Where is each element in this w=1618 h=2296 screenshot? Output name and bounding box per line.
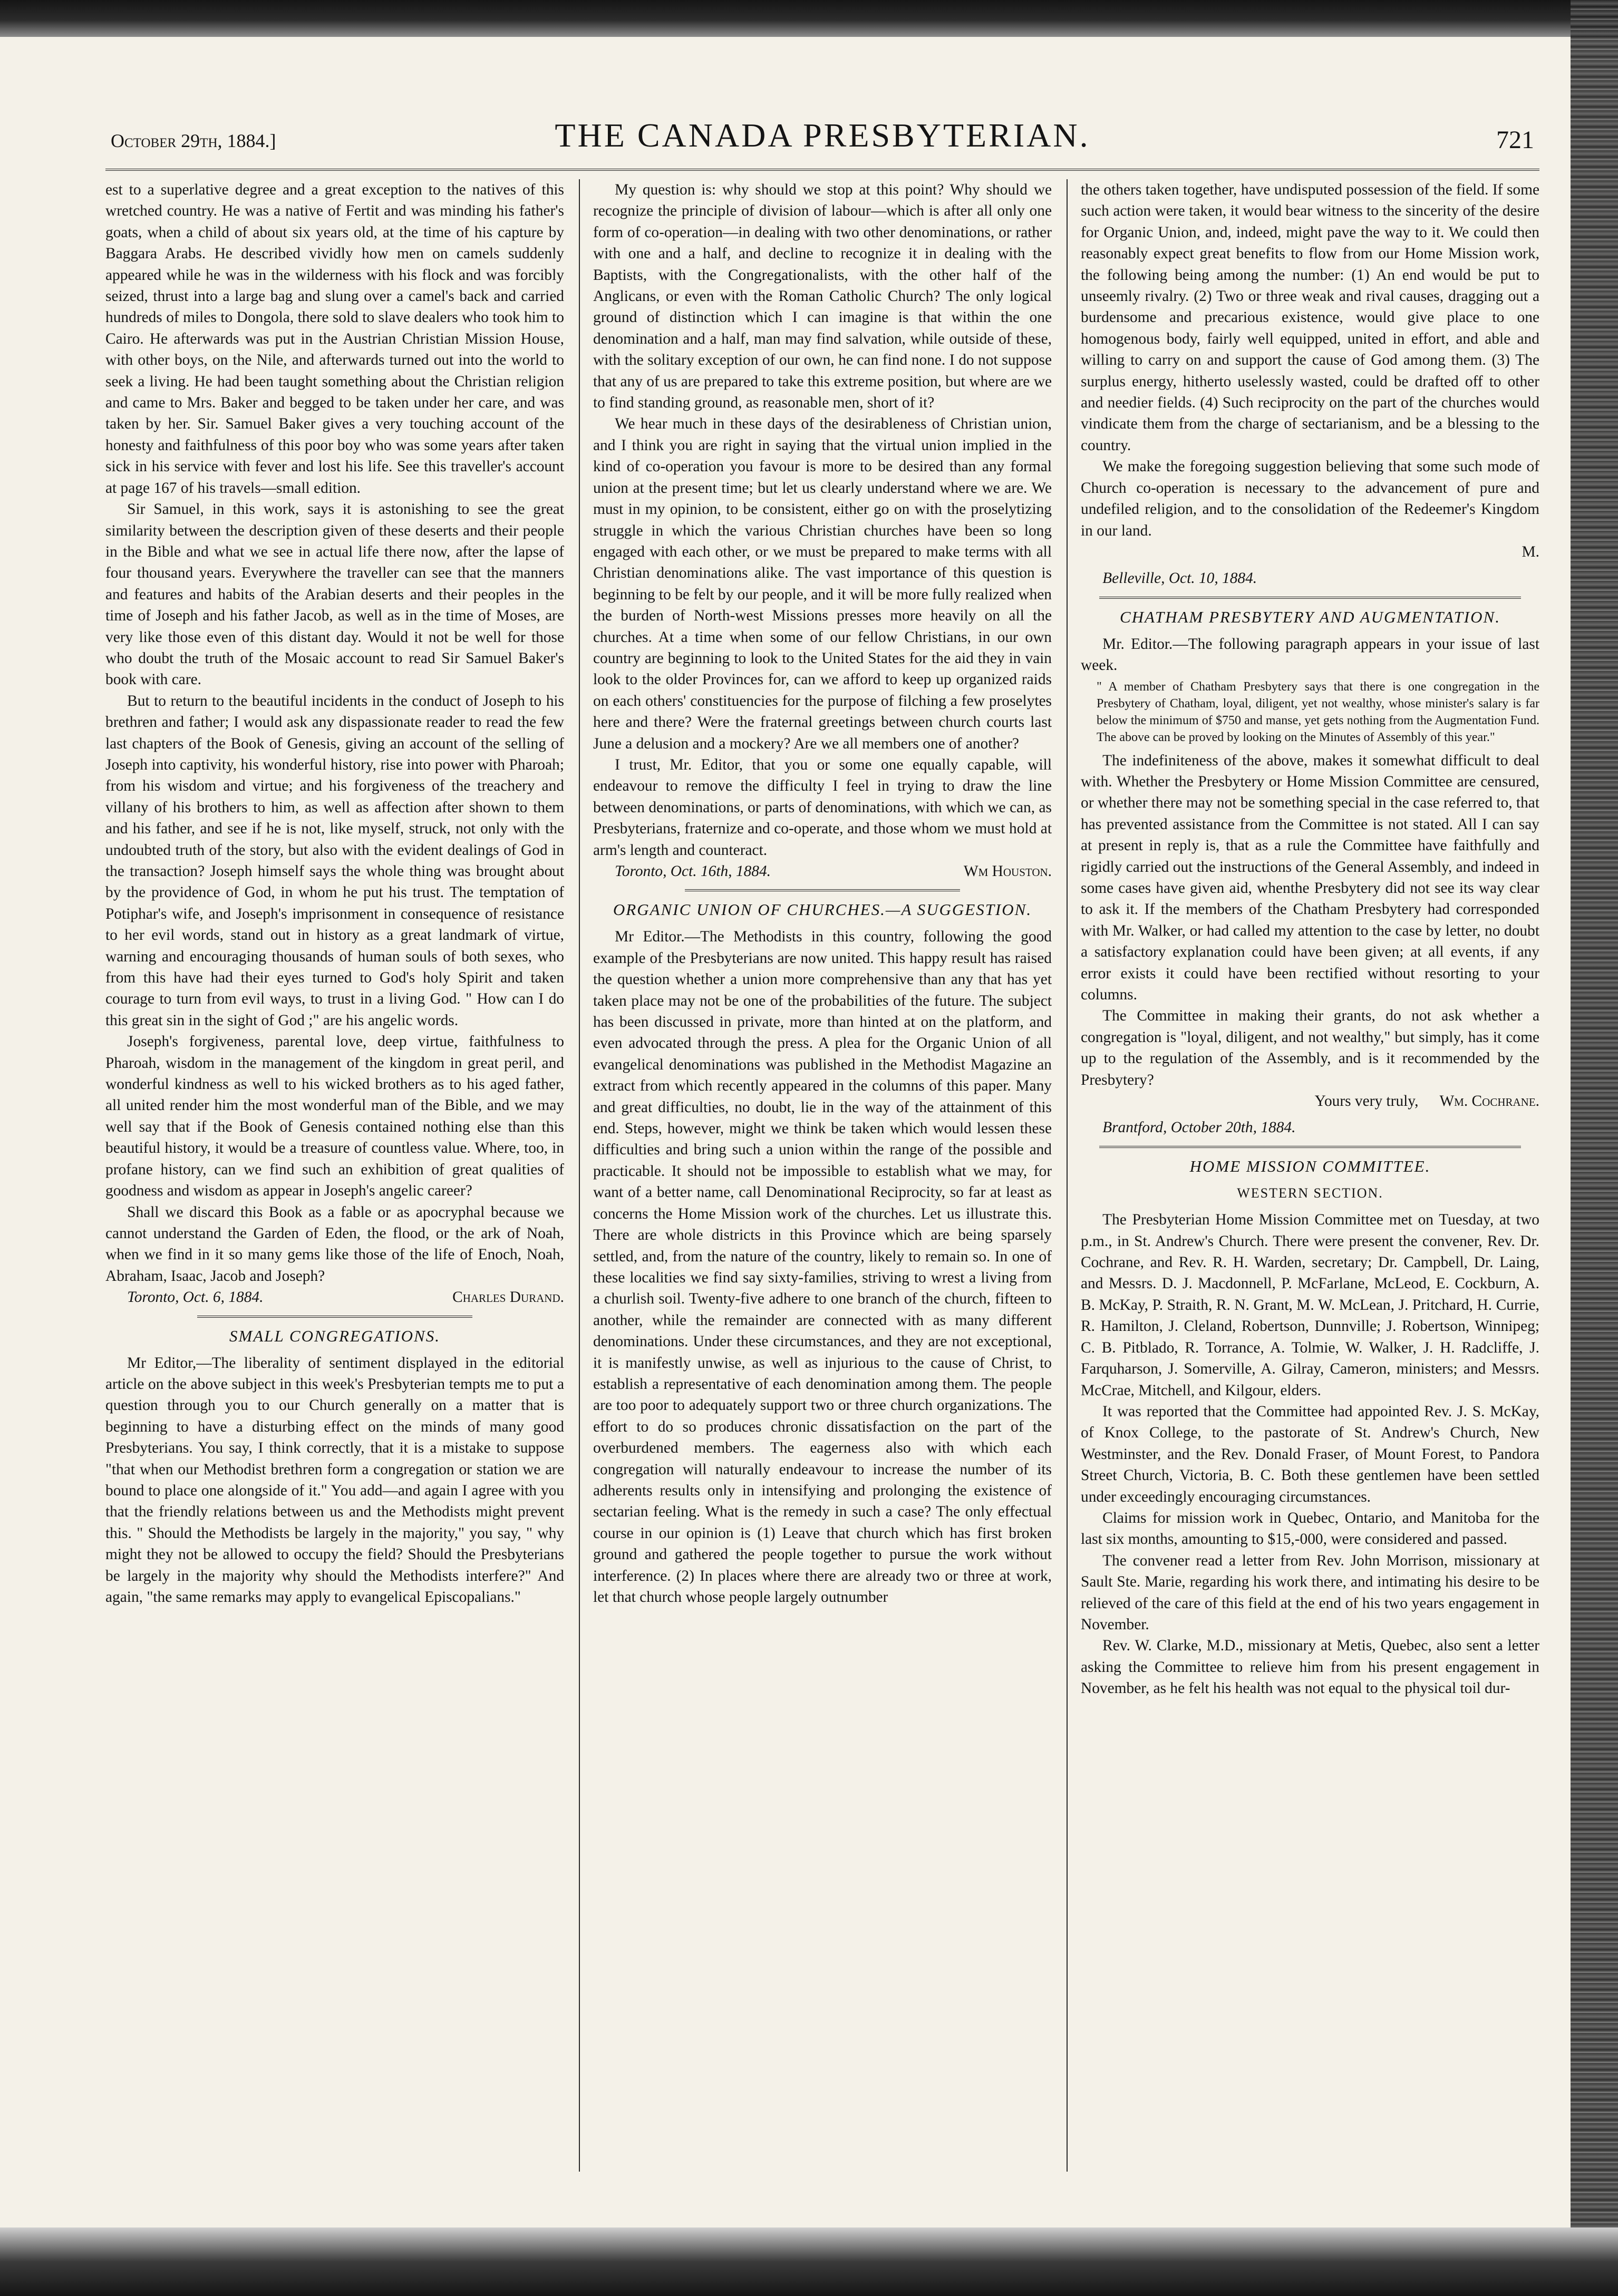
paragraph: Mr. Editor.—The following paragraph appears in your issue of last week.	[1081, 635, 1539, 674]
signature-line	[1102, 541, 1539, 562]
paragraph: Rev. W. Clarke, M.D., missionary at Metis, Quebec, also sent a letter asking the Committee to relieve him from his present engagement in November, as he felt his health was not equal to the physical toil dur-	[1081, 1637, 1539, 1697]
paragraph: The indefiniteness of the above, makes it somewhat difficult to deal with. Whether the Presbytery or Home Mission Committee are censured, or whether there may not be something special in the case referred to, that has prevented assistance from the Committee is not stated. All I can say at present in reply is, that as a rule the Committee have faithfully and rigidly carried out the instructions of the General Assembly, and indeed in some cases have given aid, whenthe Presbytery did not see its way clear to ask it. If the members of the Chatham Presbytery had corresponded with Mr. Walker, or had called my attention to the case by letter, no doubt a satisfactory explanation could have been given; at all events, if any error exists it could have been rectified without resorting to your columns.	[1081, 752, 1539, 1003]
quoted-paragraph: " A member of Chatham Presbytery says that there is one congregation in the Presbytery of Chatham, loyal, diligent, yet not wealthy, whose minister's salary is far below the minimum of $750 and manse, yet gets nothing from the Augmentation Fund. The above can be proved by looking on the Minutes of Assembly of this year."	[1097, 679, 1539, 744]
newspaper-page	[105, 105, 1539, 2172]
paragraph: It was reported that the Committee had appointed Rev. J. S. McKay, of Knox College, to the pastorate of St. Andrew's Church, New Westminster, and the Rev. Donald Fraser, of Mount Forest, to Pandora Street Church, Victoria, B. C. Both these gentlemen have been settled under exceedingly encouraging circumstances.	[1081, 1403, 1539, 1505]
article-heading: CHATHAM PRESBYTERY AND AUGMENTATION.	[1120, 607, 1500, 626]
signature-name: M.	[1522, 543, 1539, 560]
paragraph: The convener read a letter from Rev. John Morrison, missionary at Sault Ste. Marie, regarding his work there, and intimating his desire to be relieved of the care of this field at the end of his two years engagement in November.	[1081, 1552, 1539, 1633]
paragraph: Claims for mission work in Quebec, Ontario, and Manitoba for the last six months, amounting to $15,-000, were considered and passed.	[1081, 1509, 1539, 1548]
paragraph: We hear much in these days of the desirableness of Christian union, and I think you are right in saying that the virtual union implied in the kind of co-operation you favour is more to be desired than any formal union at the present time; but let us clearly understand where we are. We must in my opinion, to be consistent, either go on with the proselytizing struggle in which the various Christian churches have been so long engaged with each other, or we must be prepared to make terms with all Christian denominations alike. The vast importance of this question is beginning to be felt by our people, and it will be more fully realized when the burden of North-west Missions presses more heavily on all the churches. At a time when some of our fellow Christians, in our own country are beginning to look to the United States for the aid they in vain look to the older Provinces for, can we afford to keep up organized raids on each others' constituencies for the purpose of filching a few proselytes here and there? Were the fraternal greetings between church courts last June a delusion and a mockery? Are we all members one of another?	[593, 415, 1052, 752]
signature-line	[1102, 1117, 1539, 1138]
signature-line	[1102, 568, 1539, 589]
paragraph: Sir Samuel, in this work, says it is astonishing to see the great similarity between the description given of these deserts and their people in the Bible and what we see in actual life there now, after the lapse of four thousand years. Everywhere the traveller can see that the manners and features and habits of the Arabian deserts and their peoples in the time of Joseph and his father Jacob, as well as in the time of Moses, are very like those even of this distant day. Would it not be well for those who doubt the truth of the Mosaic account to read Sir Samuel Baker's book with care.	[105, 501, 564, 688]
section-divider	[197, 1316, 472, 1318]
column-2	[593, 179, 1052, 2172]
paragraph: The Committee in making their grants, do not ask whether a congregation is "loyal, diligent, and not wealthy," but simply, has it come up to the regulation of the Assembly, and is it recommended by the Presbytery?	[1081, 1007, 1539, 1088]
paragraph: I trust, Mr. Editor, that you or some one equally capable, will endeavour to remove the difficulty I feel in trying to draw the line between denominations, or parts of denominations, with which we can, as Presbyterians, fraternize and co-operate, and those whom we must hold at arm's length and counteract.	[593, 756, 1052, 859]
paragraph: My question is: why should we stop at this point? Why should we recognize the principle of division of labour—which is after all only one form of co-operation—in dealing with two other denominations, or rather with one and a half, and decline to recognize it in dealing with the Baptists, with the Congregationalists, with the other half of the Anglicans, or even with the Roman Catholic Church? The only logical ground of distinction which I can imagine is that within the one denomination and a half, man may find salvation, while outside of these, with the solitary exception of our own, he can find none. I do not suppose that any of us are prepared to take this extreme position, but where are we to find standing ground, as reasonable men, short of it?	[593, 181, 1052, 412]
signature-closing: Yours very truly,	[1314, 1093, 1419, 1110]
paragraph: the others taken together, have undisputed possession of the field. If some such action were taken, it would bear witness to the sincerity of the desire for Organic Union, and, indeed, might pave the way to it. We could then reasonably expect great benefits to flow from our Home Mission work, the following being among the number: (1) An end would be put to unseemly rivalry. (2) Two or three weak and rival causes, dragging out a burdensome and precarious existence, would give place to one homogenous body, fairly well equipped, united in effort, and able and willing to carry on and support the cause of God among them. (3) The surplus energy, hitherto uselessly wasted, could be drafted off to other and needier fields. (4) Such reciprocity on the part of the churches would vindicate them from the charge of sectarianism, and be a blessing to the country.	[1081, 181, 1539, 454]
paragraph: Shall we discard this Book as a fable or as apocryphal because we cannot understand the Garden of Eden, the flood, or the ark of Noah, when we find in it so many gems like those of the life of Enoch, Noah, Abraham, Isaac, Jacob and Joseph?	[105, 1203, 564, 1285]
paragraph: Mr Editor,—The liberality of sentiment displayed in the editorial article on the above subject in this week's Presbyterian tempts me to put a question through you to our Church generally on a matter that is beginning to have a disturbing effect on the minds of many good Presbyterians. You say, I think correctly, that it is a mistake to suppose "that when our Methodist brethren form a congregation or station we are bound to place one alongside of it." You add—and again I agree with you that the friendly relations between us and the Methodists might prevent this. " Should the Methodists be largely in the majority," you say, " why might they not be allowed to occupy the field? Should the Presbyterians be largely in the majority why should the Methodists interfere?" And again, "the same remarks may apply to evangelical Episcopalians."	[105, 1354, 564, 1606]
article-heading: ORGANIC UNION OF CHURCHES.—A SUGGESTION.	[613, 900, 1032, 919]
section-divider	[685, 889, 960, 891]
masthead-title: THE CANADA PRESBYTERIAN.	[555, 116, 1090, 154]
column-rule	[579, 179, 580, 2172]
section-divider	[1099, 1146, 1521, 1148]
signature-name: Charles Durand.	[452, 1289, 564, 1306]
paragraph: est to a superlative degree and a great exception to the natives of this wretched country. He was a native of Fertit and was minding his father's goats, when a child of about six years old, at the time of his capture by Baggara Arabs. He described vividly how men on camels suddenly appeared while he was in the wilderness with his flock and was forcibly seized, thrust into a large bag and slung over a camel's back and carried hundreds of miles to Dongola, there sold to slave dealers who took him to Cairo. He afterwards was put in the Austrian Christian Mission House, with other boys, on the Nile, and afterwards turned out into the world to seek a living. He had been taught something about the Christian religion and came to Mrs. Baker and begged to be taken under her care, and was taken by her. Sir. Samuel Baker gives a very touching account of the honesty and faithfulness of this poor boy who was some years after taken sick in his service with fever and lost his life. See this traveller's account at page 167 of his travels—small edition.	[105, 181, 564, 497]
paragraph: We make the foregoing suggestion believing that some such mode of Church co-operation is necessary to the advancement of pure and undefiled religion, and to the consolidation of the Redeemer's Kingdom in our land.	[1081, 458, 1539, 539]
article-heading: HOME MISSION COMMITTEE.	[1189, 1156, 1431, 1175]
signature-place-date: Brantford, October 20th, 1884.	[1102, 1119, 1296, 1136]
paragraph: Mr Editor.—The Methodists in this country, following the good example of the Presbyterians are now united. This happy result has raised the question whether a union more comprehensive than any that has yet taken place may not be one of the probabilities of the future. The subject has been discussed in private, more than hinted at on the platform, and even advocated through the press. A plea for the Organic Union of all evangelical denominations was published in the Methodist Magazine an extract from which recently appeared in the columns of this paper. Many and great difficulties, no doubt, lie in the way of the attainment of this end. Steps, however, might we think be taken which would lessen these difficulties and bring such a union within the range of the possible and practicable. It should not be impossible to establish what we may, for want of a better name, call Denominational Reciprocity, so far at least as concerns the Home Mission work of the churches. Let us illustrate this. There are whole districts in this Province which are being sparsely settled, and, from the nature of the country, likely to remain so. In one of these localities we find say sixty-families, striving to wrest a living from a churlish soil. Twenty-five adhere to one branch of the church, fifteen to another, while the remainder are connected with as many different denominations. Under these circumstances, and they are not exceptional, it is manifestly unwise, as well as injurious to the cause of Christ, to establish a representative of each denomination among them. The people are too poor to adequately support two or three church organizations. The effort to do so produces chronic dissatisfaction on the part of the overburdened members. The eagerness also with which each congregation will naturally endeavour to increase the number of its adherents results only in intensifying and prolonging the existence of sectarian feeling. What is the remedy in such a case? The only effectual course in our opinion is (1) Leave that church which has first broken ground and gathered the people together to pursue the work without interference. (2) In places where there are already two or three at work, let that church whose people largely outnumber	[593, 928, 1052, 1606]
signature-place-date: Toronto, Oct. 16th, 1884.	[615, 863, 771, 880]
page-number: 721	[1496, 126, 1534, 154]
signature-name: Wm. Cochrane.	[1439, 1093, 1539, 1110]
signature-line	[615, 861, 1052, 882]
signature-line	[127, 1287, 564, 1308]
paragraph: But to return to the beautiful incidents in the conduct of Joseph to his brethren and father; I would ask any dispassionate reader to read the few last chapters of the Book of Genesis, giving an account of the selling of Joseph into captivity, his wonderful history, rise into power with Pharoah; from his wisdom and virtue; and his forgiveness of the treachery and villany of his brothers to him, as well as affection after shown to them and his father, and see if he is not, like myself, struck, not only with the undoubted truth of the story, but also with the evident dealings of God in the transaction? Joseph himself says the whole thing was brought about by the providence of God, in whom he put his trust. The temptation of Potiphar's wife, and Joseph's imprisonment in consequence of resistance to her evil words, stand out in history as a great landmark of virtue, warning and encouraging thousands of human souls of both sexes, who from this have had their eyes turned to God's holy Spirit and taken courage to turn from evil ways, to trust in a living God. " How can I do this great sin in the sight of God ;" are his angelic words.	[105, 692, 564, 1029]
paragraph: The Presbyterian Home Mission Committee met on Tuesday, at two p.m., in St. Andrew's Church. There were present the convener, Rev. Dr. Cochrane, and Rev. R. H. Warden, secretary; Dr. Campbell, Dr. Laing, and Messrs. D. J. Macdonnell, P. McFarlane, McLeod, E. Cockburn, A. B. McKay, P. Straith, R. N. Grant, M. W. McLean, J. Pritchard, H. Currie, R. Hamilton, J. Cleland, Robertson, Dunnville; J. Robertson, Winnipeg; C. B. Pitblado, R. Torrance, A. Tolmie, W. Walker, J. H. Radcliffe, J. Farquharson, J. Somerville, A. Gilray, Cameron, ministers; and Messrs. McCrae, Mitchell, and Kilgour, elders.	[1081, 1211, 1539, 1399]
scan-edge-top	[0, 0, 1618, 37]
article-heading: SMALL CONGREGATIONS.	[229, 1326, 440, 1345]
scan-edge-bottom	[0, 2227, 1618, 2296]
issue-date: October 29th, 1884.]	[111, 130, 276, 151]
page-header	[105, 105, 1539, 171]
signature-place-date: Toronto, Oct. 6, 1884.	[127, 1289, 264, 1306]
section-divider	[1099, 597, 1521, 599]
column-3	[1081, 179, 1539, 2172]
paragraph: Joseph's forgiveness, parental love, deep virtue, faithfulness to Pharoah, wisdom in the management of the kingdom in great peril, and wonderful kindness as well to his wicked brothers as to his aged father, all united render him the most wonderful man of the Bible, and we may well say that if the Book of Genesis contained nothing else than this beautiful history, it would be a treasure of countless value. Where, too, in profane history, can we find such an exhibition of great qualities of goodness and wisdom as appear in Joseph's angelic career?	[105, 1033, 564, 1200]
columns	[105, 179, 1539, 2172]
article-subheading: WESTERN SECTION.	[1237, 1185, 1383, 1201]
scan-edge-right	[1571, 0, 1618, 2296]
signature-line	[1102, 1091, 1539, 1112]
signature-name: Wm Houston.	[963, 863, 1052, 880]
column-1	[105, 179, 564, 2172]
signature-place-date: Belleville, Oct. 10, 1884.	[1102, 570, 1257, 587]
column-rule	[1067, 179, 1068, 2172]
